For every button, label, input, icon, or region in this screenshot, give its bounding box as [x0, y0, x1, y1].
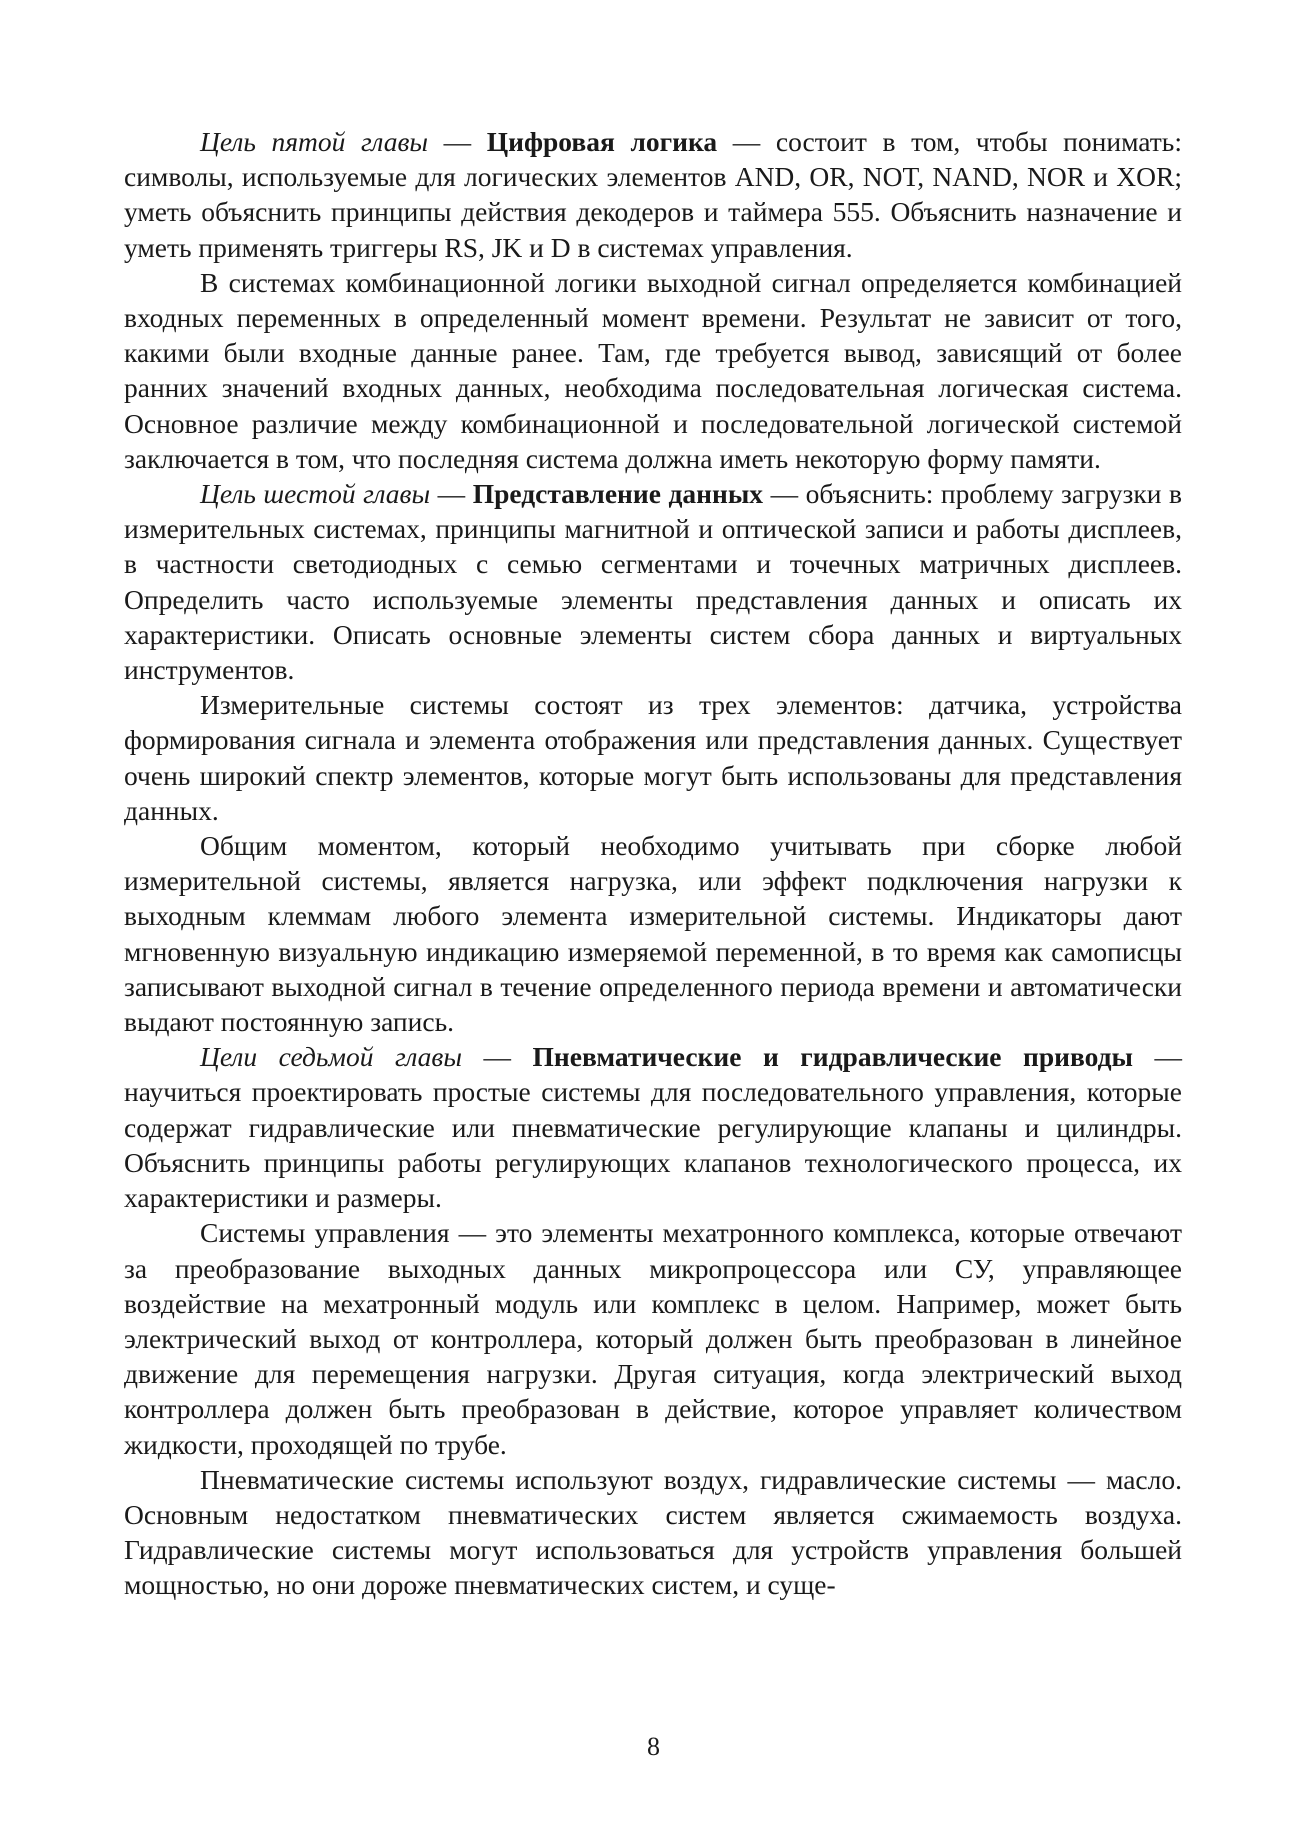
paragraph-rest: — научиться проектировать простые системы для последовательного управления, которые содержат гидравлические или пневматические регулирующие клапаны и цилиндры. Объяснить принципы работы регулирующих клапанов технологического процесса, их характеристики и размеры. — [124, 1041, 1183, 1214]
paragraph-lead-italic: Цели седьмой главы — [200, 1041, 462, 1073]
chapter-title-bold: Пневматические и гидравлические приводы — [532, 1041, 1134, 1073]
dash: — — [462, 1041, 533, 1073]
page-body — [124, 124, 1182, 1603]
dash: — — [430, 478, 473, 510]
paragraph-chapter-6 — [124, 476, 1182, 687]
chapter-title-bold: Представление данных — [472, 478, 764, 510]
paragraph-lead-italic: Цель шестой главы — [200, 478, 431, 510]
paragraph-lead-italic: Цель пятой главы — [200, 126, 429, 157]
paragraph-text: Пневматические системы используют воздух, гидравлические системы — масло. Основным недостатком пневматических систем является сжимаемость воздуха. Гидравлические системы могут использоваться для устройств управления большей мощностью, но они дороже пневматических систем, и суще- — [124, 1463, 1182, 1601]
paragraph-chapter-5 — [124, 124, 1182, 265]
chapter-title-bold: Цифровая логика — [486, 126, 718, 157]
paragraph-text: Системы управления — это элементы мехатронного комплекса, которые отвечают за преобразование выходных данных микропроцессора или СУ, управляющее воздействие на мехатронный модуль или комплекс в целом. Например, может быть электрический выход от контроллера, который должен быть преобразован в линейное движение для перемещения нагрузки. Другая ситуация, когда электрический выход контроллера должен быть преобразован в действие, которое управляет количеством жидкости, проходящей по трубе. — [124, 1217, 1182, 1460]
paragraph-text: В системах комбинационной логики выходной сигнал определяется комбинацией входных переменных в определенный момент времени. Результат не зависит от того, какими были входные данные ранее. Там, где требуется вывод, зависящий от более ранних значений входных данных, необходима последовательная логическая система. Основное различие между комбинационной и последовательной логической системой заключается в том, что последняя система должна иметь некоторую форму памяти. — [124, 266, 1182, 474]
paragraph-rest: — объяснить: проблему загрузки в измерительных системах, принципы магнитной и оптической записи и работы дисплеев, в частности светодиодных с семью сегментами и точечных матричных дисплеев. Определить часто используемые элементы представления данных и описать их характеристики. Описать основные элементы систем сбора данных и виртуальных инструментов. — [124, 478, 1182, 686]
page-number: 8 — [647, 1732, 660, 1761]
paragraph-rest: — состоит в том, чтобы понимать: символы, используемые для логических элементов AND, OR, NOT, NAND, NOR и XOR; уметь объяснить принципы действия декодеров и таймера 555. Объяснить назначение и уметь применять триггеры RS, JK и D в системах управления. — [124, 126, 1182, 263]
paragraph-text: Измерительные системы состоят из трех элементов: датчика, устройства формирования сигнала и элемента отображения или представления данных. Существует очень широкий спектр элементов, которые могут быть использованы для представления данных. — [124, 689, 1182, 826]
paragraph-text: Общим моментом, который необходимо учитывать при сборке любой измерительной системы, является нагрузка, или эффект подключения нагрузки к выходным клеммам любого элемента измерительной системы. Индикаторы дают мгновенную визуальную индикацию измеряемой переменной, в то время как самописцы записывают выходной сигнал в течение определенного периода времени и автоматически выдают постоянную запись. — [124, 830, 1182, 1038]
paragraph-chapter-7 — [124, 1039, 1182, 1215]
dash: — — [428, 126, 487, 157]
